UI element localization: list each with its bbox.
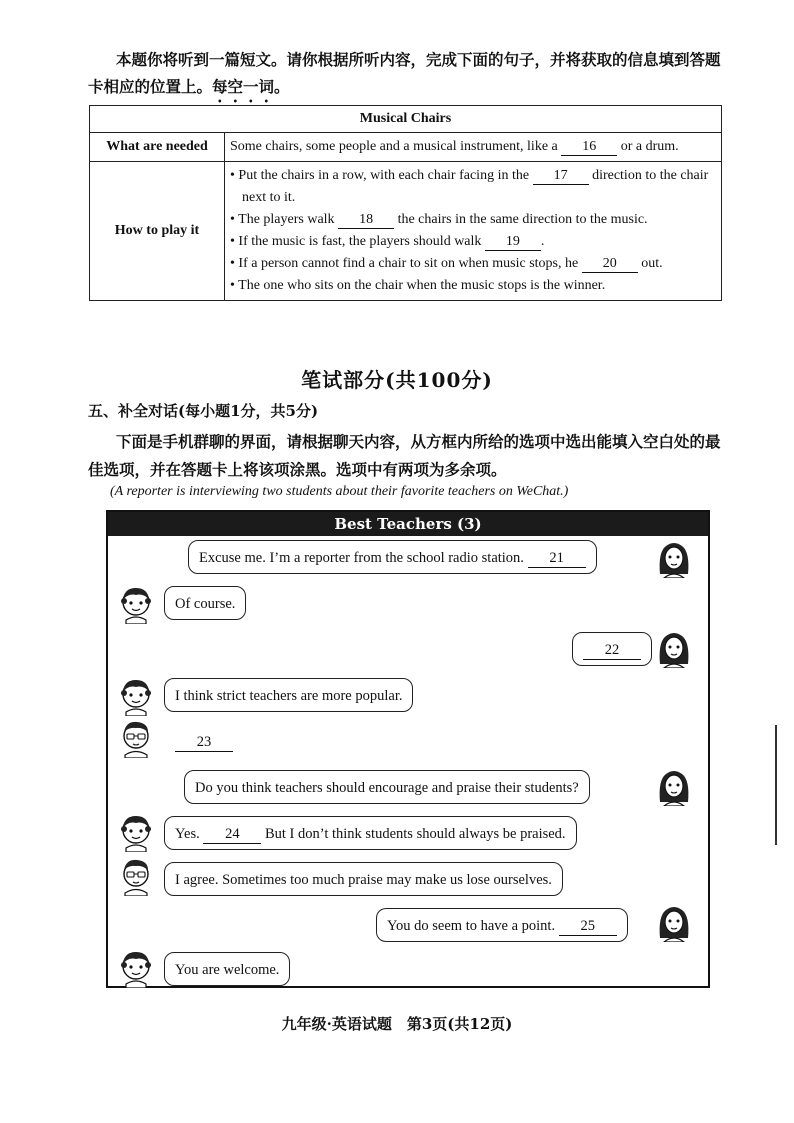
- rule-text: .: [540, 233, 545, 249]
- chat-bubble-reporter: [184, 770, 590, 804]
- row-content-needed: [225, 133, 722, 162]
- blank-21[interactable]: 21: [528, 549, 586, 568]
- scenario-note: (A reporter is interviewing two students about their favorite teachers on WeChat.): [110, 484, 569, 499]
- rule-item: • The one who sits on the chair when the music stops is the winner.: [230, 277, 606, 293]
- reporter-avatar-icon: [654, 766, 694, 806]
- dialogue-instruction: 下面是手机群聊的界面，请根据聊天内容，从方框内所给的选项中选出能填入空白处的最佳选项，并在答题卡上将该项涂黑。选项中有两项为多余项。: [88, 432, 721, 479]
- message-text: But I don’t think students should always be praised.: [264, 826, 566, 842]
- message-text: Yes.: [175, 826, 200, 842]
- chat-bubble-reporter: [376, 908, 628, 942]
- chat-title: Best Teachers (3): [108, 512, 708, 536]
- chat-bubble-reporter: [188, 540, 597, 574]
- row-label-needed: What are needed: [90, 133, 225, 162]
- rule-item: [230, 231, 716, 253]
- needed-text-b: or a drum.: [620, 139, 679, 154]
- girl-avatar-icon: [116, 948, 156, 988]
- rule-text: • If the music is fast, the players should walk: [230, 233, 482, 249]
- blank-22[interactable]: 22: [583, 641, 641, 660]
- message-text: Do you think teachers should encourage and praise their students?: [195, 780, 579, 796]
- blank-17[interactable]: 17: [533, 168, 589, 185]
- blank-20[interactable]: 20: [582, 256, 638, 273]
- rule-item: [230, 165, 716, 209]
- blank-19[interactable]: 19: [485, 234, 541, 251]
- rule-text: • Put the chairs in a row, with each chair facing in the: [230, 167, 530, 183]
- instruction-text: 本题你将听到一篇短文。请你根据所听内容，完成下面的句子，并将获取的信息填到答题卡相应的位置上。: [88, 50, 721, 96]
- chat-bubble-boy: [164, 862, 563, 896]
- margin-line: [775, 725, 777, 845]
- question-five-heading: 五、补全对话(每小题1分，共5分): [88, 402, 319, 420]
- section-title: 笔试部分(共100分): [301, 368, 493, 392]
- girl-avatar-icon: [116, 676, 156, 716]
- rule-text: • If a person cannot find a chair to sit on when music stops, he: [230, 255, 579, 271]
- row-content-howto: [225, 161, 722, 300]
- row-label-howto: How to play it: [90, 161, 225, 300]
- message-text: I agree. Sometimes too much praise may make us lose ourselves.: [175, 872, 552, 888]
- rule-text: the chairs in the same direction to the music.: [397, 211, 648, 227]
- message-text: Excuse me. I’m a reporter from the school radio station.: [199, 550, 524, 566]
- blank-16[interactable]: 16: [561, 139, 617, 156]
- boy-avatar-icon: [116, 856, 156, 896]
- message-text: You are welcome.: [175, 962, 280, 978]
- rule-text: direction to the chair next to it.: [242, 167, 709, 205]
- girl-avatar-icon: [116, 812, 156, 852]
- boy-avatar-icon: [116, 718, 156, 758]
- reporter-avatar-icon: [654, 628, 694, 668]
- rule-item: [230, 209, 716, 231]
- chat-bubble-girl: [164, 678, 413, 712]
- page-footer: 九年级·英语试题 第3页(共12页): [281, 1015, 513, 1033]
- table-title: Musical Chairs: [90, 106, 722, 133]
- chat-bubble-reporter: [572, 632, 652, 666]
- chat-bubble-girl: [164, 586, 246, 620]
- wechat-group-chat: [106, 510, 710, 988]
- needed-text-a: Some chairs, some people and a musical instrument, like a: [230, 139, 558, 154]
- musical-chairs-table: [89, 105, 722, 301]
- instruction-end: 。: [274, 77, 290, 96]
- reporter-avatar-icon: [654, 538, 694, 578]
- blank-23[interactable]: 23: [175, 733, 233, 752]
- blank-18[interactable]: 18: [338, 212, 394, 229]
- message-text: You do seem to have a point.: [387, 918, 556, 934]
- blank-25[interactable]: 25: [559, 917, 617, 936]
- listening-instruction: [88, 46, 728, 106]
- chat-bubble-girl: [164, 816, 577, 850]
- rule-text: out.: [641, 255, 663, 271]
- rule-text: • The players walk: [230, 211, 335, 227]
- message-text: Of course.: [175, 596, 236, 612]
- rule-item: [230, 253, 716, 275]
- reporter-avatar-icon: [654, 902, 694, 942]
- chat-bubble-boy: [164, 724, 244, 758]
- chat-bubble-girl: [164, 952, 290, 986]
- girl-avatar-icon: [116, 584, 156, 624]
- emphasized-instruction: 每空一词: [212, 77, 275, 96]
- blank-24[interactable]: 24: [203, 825, 261, 844]
- message-text: I think strict teachers are more popular.: [175, 688, 403, 704]
